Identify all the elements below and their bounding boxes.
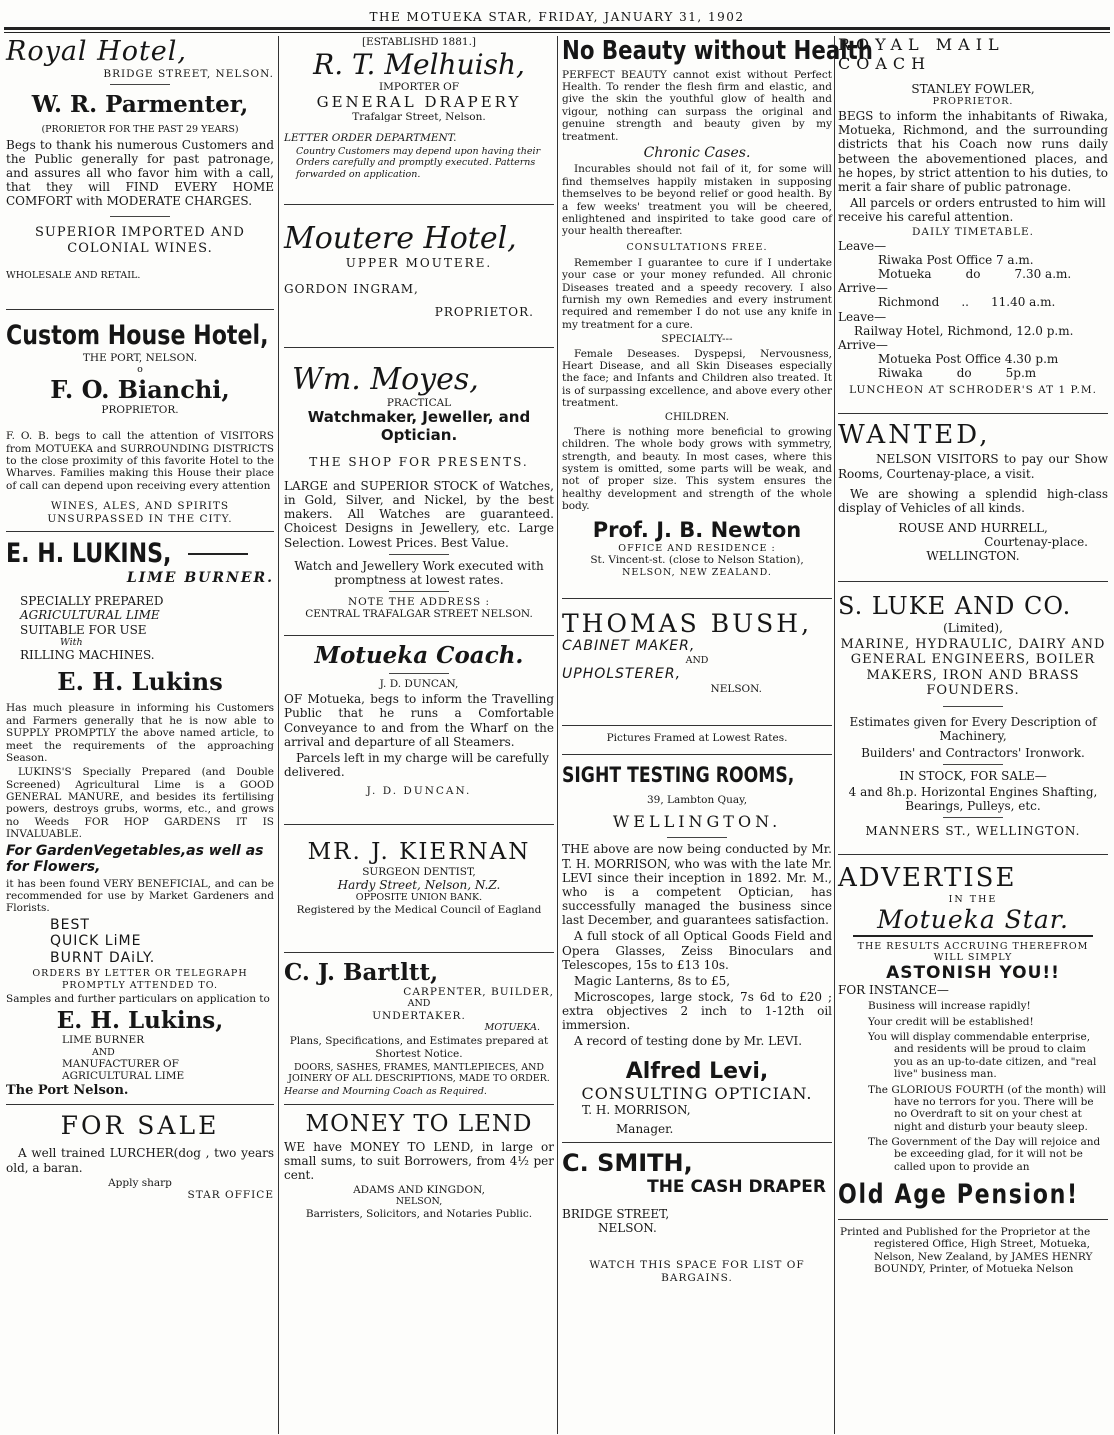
ad-title: Motueka Coach.	[314, 641, 524, 669]
body-text: We are showing a splendid high-class display of Vehicles of all kinds.	[838, 486, 1108, 515]
body-text: Remember I guarantee to cure if I undertake your case or your money refunded. All chronic Diseases treated and a speedy recovery. I also furnish my own Remedies and every instrument required and remember I do not use any knife in my treatment for a cure.	[562, 256, 832, 331]
apply-text: Apply sharp	[108, 1176, 172, 1189]
line: THE RESULTS ACCRUING THEREFROM	[857, 940, 1089, 952]
highlight: For GardenVegetables,as well as for Flowers,	[6, 842, 264, 876]
subheading: DAILY TIMETABLE.	[912, 226, 1034, 239]
line: NOTE THE ADDRESS :	[347, 596, 491, 609]
ad-title: ADVERTISE	[838, 863, 1017, 894]
ad-title: C. J. Bartltt,	[284, 958, 439, 986]
body-text: A full stock of all Optical Goods Field and Opera Glasses, Zeiss Binoculars and Telescopes, 15s to £13 10s.	[562, 929, 832, 972]
line: WELLINGTON.	[612, 811, 782, 831]
ad-title: Custom House Hotel,	[6, 320, 269, 352]
list-item: Business will increase rapidly!	[868, 1000, 1031, 1013]
line: Riwaka Post Office 7 a.m.	[878, 252, 1034, 267]
divider	[562, 754, 832, 755]
proprietor-name: Prof. J. B. Newton	[592, 518, 802, 543]
signature: J. D. DUNCAN.	[366, 785, 472, 798]
masthead	[0, 0, 1114, 30]
line: THE SHOP FOR PRESENTS.	[309, 454, 529, 469]
divider	[562, 598, 832, 599]
body-text: NELSON VISITORS to pay our Show Rooms, Courtenay-place, a visit.	[838, 452, 1108, 481]
line: LETTER ORDER DEPARTMENT.	[284, 131, 457, 144]
ad-moutere-hotel	[284, 221, 554, 319]
divider	[389, 554, 449, 555]
line: NELSON.	[598, 1221, 657, 1236]
proprietor-name: Alfred Levi,	[625, 1058, 769, 1084]
ornament: o	[137, 364, 143, 376]
divider	[284, 347, 554, 348]
line: SUITABLE FOR USE	[20, 622, 147, 637]
body-text: Estimates given for Every Description of Machinery,	[849, 715, 1097, 744]
line: UPPER MOUTERE.	[345, 256, 493, 271]
line: AGRICULTURAL LIME	[20, 608, 160, 623]
proprietor-label: PROPRIETOR.	[101, 403, 179, 416]
body-text: OF Motueka, begs to inform the Travelling Public that he runs a Comfortable Conveyance to and from the Wharf on the arrival and departure of all Steamers.	[284, 692, 554, 749]
orders-text: ORDERS BY LETTER OR TELEGRAPH PROMPTLY ATTENDED TO.	[32, 968, 248, 991]
ad-kiernan	[284, 839, 554, 916]
address: 39, Lambton Quay,	[646, 794, 748, 807]
trade: CABINET MAKER,	[562, 638, 696, 655]
line: BURNT DAiLY.	[50, 949, 156, 966]
line: LUNCHEON AT SCHRODER'S AT 1 P.M.	[849, 384, 1097, 397]
established: [ESTABLISHD 1881.]	[361, 36, 477, 48]
body-text: it has been found VERY BENEFICIAL, and can be recommended for use by Market Gardeners and Florists.	[6, 877, 274, 915]
flourish	[188, 553, 248, 555]
body-text: Plans, Specifications, and Estimates prepared at Shortest Notice.	[289, 1035, 549, 1060]
body-text: Female Deseases. Dyspepsi, Nervousness, Heart Disease, and all Skin Diseases especially the face; and Infants and Children also treated. It is of surpassing excellence, and above every other treatment.	[562, 347, 832, 410]
proprietor-name: J. D. DUNCAN,	[379, 677, 459, 690]
line: T. H. MORRISON,	[582, 1103, 691, 1118]
body-text: THE above are now being conducted by Mr. T. H. MORRISON, who was with the late Mr. LEVI since their inception in 1892. Mr. M., who is a competent Optician, has successfully managed the business since last December, and guarantees satisfaction.	[562, 842, 832, 928]
body-text: WATCH THIS SPACE FOR LIST OF BARGAINS.	[589, 1259, 805, 1284]
firm-name: ROUSE AND HURRELL,	[898, 520, 1048, 535]
divider	[943, 817, 1003, 818]
ad-royal-mail-coach	[838, 36, 1108, 397]
body-text: Pictures Framed at Lowest Rates.	[606, 732, 788, 745]
trade: Barristers, Solicitors, and Notaries Public.	[305, 1207, 533, 1220]
body-text: BEGS to inform the inhabitants of Riwaka, Motueka, Richmond, and the surrounding districts that his Coach now runs daily between the abovementioned places, and he hopes, by strict attention to his duties, to merit a fair share of public patronage.	[838, 109, 1108, 194]
newspaper-name: Motueka Star.	[877, 905, 1069, 935]
trade: Watchmaker, Jeweller, and Optician.	[307, 408, 531, 445]
address: BRIDGE STREET,	[562, 1207, 670, 1222]
line: MOTUEKA.	[484, 1021, 540, 1033]
divider	[389, 591, 449, 592]
trade: UPHOLSTERER,	[562, 666, 682, 683]
line: FOR INSTANCE—	[838, 983, 949, 998]
address: MANNERS ST., WELLINGTON.	[865, 824, 1081, 839]
divider	[838, 1219, 1108, 1220]
wholesale-text: WHOLESALE AND RETAIL.	[6, 270, 141, 281]
body-text: Parcels left in my charge will be carefully delivered.	[284, 750, 549, 780]
trade: CARPENTER, BUILDER,	[403, 986, 554, 998]
body-text: WE have MONEY TO LEND, in large or small sums, to suit Borrowers, from 4½ per cent.	[284, 1139, 554, 1182]
divider	[6, 309, 274, 310]
trade: LIME BURNER.	[126, 569, 274, 586]
wines-text: SUPERIOR IMPORTED AND COLONIAL WINES.	[35, 225, 245, 256]
column-4	[838, 36, 1108, 1432]
ad-title: R. T. Melhuish,	[313, 48, 525, 82]
line: UNDERTAKER.	[372, 1009, 466, 1022]
divider	[284, 824, 554, 825]
line: IMPORTER OF	[378, 81, 460, 94]
divider	[284, 635, 554, 636]
ad-title: THOMAS BUSH,	[562, 608, 813, 638]
line: NELSON,	[395, 1196, 443, 1208]
ad-custom-house-hotel	[6, 320, 274, 525]
line: Arrive—	[838, 337, 888, 352]
ad-royal-hotel	[6, 36, 274, 281]
divider	[943, 706, 1003, 707]
body-text: F. O. B. begs to call the attention of VISITORS from MOTUEKA and SURROUNDING DISTRICTS to the close proximity of this favorite Hotel to the Wharves. Families making this House their place of call can depend upon receiving every attention	[6, 430, 274, 492]
ad-title: FOR SALE	[60, 1110, 220, 1140]
ad-title: No Beauty without Health	[562, 36, 873, 66]
divider	[110, 84, 170, 85]
body-text: Incurables should not fail of it, for some will find themselves happily mistaken in supposing themselves to be beyond relief or good health. By a few weeks' treatment you will be cheered, enlightened and inspirited to take good care of your health thereafter.	[562, 163, 832, 238]
ad-s-luke	[838, 592, 1108, 838]
proprietor-name: W. R. Parmenter,	[31, 91, 249, 119]
line: OFFICE AND RESIDENCE :	[618, 543, 776, 555]
list-item: Your credit will be established!	[868, 1015, 1034, 1028]
ad-title: E. H. LUKINS,	[6, 537, 172, 569]
divider	[943, 764, 1003, 765]
list-item: The Government of the Day will rejoice and be exceeding glad, for it will not be called upon to provide an	[868, 1136, 1101, 1173]
headline: ASTONISH YOU!!	[886, 963, 1060, 984]
body-text: Has much pleasure in informing his Customers and Farmers generally that he is now able to SUPPLY PROMPTLY the above named article, to meet the requirements of the approaching Season.	[6, 702, 274, 764]
proprietor-name: E. H. Lukins,	[56, 1007, 224, 1035]
ad-title: MONEY TO LEND	[305, 1110, 533, 1137]
masthead-rule	[4, 27, 1110, 33]
column-rule	[278, 36, 279, 1434]
line: SURGEON DENTIST,	[362, 865, 476, 878]
masthead-title: THE MOTUEKA STAR, FRIDAY, JANUARY 31, 1902	[369, 10, 745, 24]
column-rule	[834, 36, 835, 1434]
divider	[284, 1104, 554, 1105]
firm-name: ADAMS AND KINGDON,	[353, 1184, 485, 1197]
list-item: You will display commendable enterprise, and residents will be proud to claim you as an up-to-date citizen, and "real live" business man.	[868, 1031, 1097, 1081]
subtitle: (PRORIETOR FOR THE PAST 29 YEARS)	[41, 124, 239, 136]
line: WELLINGTON.	[926, 549, 1020, 564]
body-text: Begs to thank his numerous Customers and the Public generally for past patronage, and assures all who favor him with a call, that they will FIND EVERY HOME COMFORT with MODERATE CHARGES.	[6, 137, 274, 209]
ad-title: ROYAL MAIL COACH	[838, 35, 1005, 73]
office-text: STAR OFFICE	[187, 1189, 274, 1202]
line: IN THE	[948, 893, 998, 905]
line: Registered by the Medical Council of Eagland	[296, 903, 542, 916]
line: Richmond	[878, 295, 940, 310]
line: AND	[407, 998, 431, 1010]
address: CENTRAL TRAFALGAR STREET NELSON.	[305, 608, 533, 621]
line: IN STOCK, FOR SALE—	[899, 768, 1047, 783]
ad-sight-testing	[562, 763, 832, 1135]
line: PRACTICAL	[386, 397, 452, 410]
divider	[562, 1142, 832, 1143]
line: AND	[92, 1046, 115, 1058]
body-text: LUKINS'S Specially Prepared (and Double Screened) Agricultural Lime is a GOOD GENERAL MANURE, and besides its fertilising powers, destroys grubs, worms, etc., and grows no Weeds FOR HOP GARDENS IT IS INVALUABLE.	[6, 766, 274, 841]
body-text: Samples and further particulars on application to	[6, 992, 270, 1005]
subheading: Chronic Cases.	[643, 144, 751, 161]
line: GENERAL DRAPERY	[316, 92, 522, 111]
line: NELSON, NEW ZEALAND.	[622, 566, 772, 578]
line: OPPOSITE UNION BANK.	[355, 892, 483, 904]
ad-motueka-coach	[284, 642, 554, 798]
address: Hardy Street, Nelson, N.Z.	[337, 878, 501, 893]
body-text: There is nothing more beneficial to growing children. The whole body grows with symmetry, strength, and beauty. In most cases, where this system is omitted, some parts will be weak, and not of proper size. This system ensures the healthy development and strength of the whole body.	[562, 425, 832, 513]
line: RILLING MACHINES.	[20, 648, 155, 662]
address: St. Vincent-st. (close to Nelson Station),	[590, 554, 804, 567]
divider	[838, 413, 1108, 414]
divider	[6, 531, 274, 532]
body-text: Builders' and Contractors' Ironwork.	[861, 745, 1085, 760]
line: AGRICULTURAL LIME	[62, 1070, 185, 1083]
line: Riwaka	[878, 366, 923, 381]
proprietor-name: STANLEY FOWLER,	[911, 81, 1035, 96]
subtitle: THE CASH DRAPER	[647, 1177, 826, 1198]
line: Railway Hotel, Richmond, 12.0 p.m.	[854, 323, 1074, 338]
line: Motueka	[878, 267, 932, 282]
ad-title: Moutere Hotel,	[284, 220, 517, 256]
ad-title: C. SMITH,	[562, 1148, 693, 1177]
line: Motueka Post Office 4.30 p.m	[878, 351, 1059, 366]
line: 11.40 a.m.	[990, 295, 1056, 310]
proprietor-name: F. O. Bianchi,	[50, 374, 230, 404]
ad-for-sale	[6, 1111, 274, 1202]
line: SPECIALLY PREPARED	[20, 594, 164, 609]
line: Leave—	[838, 238, 887, 253]
proprietor-label: PROPRIETOR.	[932, 95, 1014, 107]
body-text: Magic Lanterns, 8s to £5,	[574, 973, 731, 988]
divider	[838, 854, 1108, 855]
divider	[6, 1104, 274, 1105]
body-text: DOORS, SASHES, FRAMES, MANTLEPIECES, AND JOINERY OF ALL DESCRIPTIONS, MADE TO ORDER.	[288, 1061, 550, 1085]
ad-title: Wm. Moyes,	[292, 361, 479, 397]
ad-advertise	[838, 863, 1108, 1211]
address: The Port Nelson.	[6, 1082, 129, 1098]
line: ..	[961, 295, 969, 310]
body-text: Watch and Jewellery Work executed with promptness at lowest rates.	[294, 558, 544, 587]
line: With	[60, 636, 83, 648]
ad-title: WANTED,	[838, 419, 991, 450]
trade: CONSULTING OPTICIAN.	[581, 1083, 813, 1103]
divider	[389, 673, 449, 674]
divider	[667, 837, 727, 838]
ad-title: Royal Hotel,	[6, 36, 188, 67]
list-item: The GLORIOUS FOURTH (of the month) will have no terrors for you. There will be no Overdraft to sit on your chest at night and disturb your beauty sleep.	[868, 1083, 1106, 1133]
ad-bartlett	[284, 959, 554, 1098]
address: Trafalgar Street, Nelson.	[352, 111, 486, 124]
divider	[853, 935, 1093, 937]
body-text: All parcels or orders entrusted to him will receive his careful attention.	[838, 196, 1106, 225]
ad-money-to-lend	[284, 1111, 554, 1221]
address: THE PORT, NELSON.	[82, 352, 198, 365]
body-text: 4 and 8h.p. Horizontal Engines Shafting, Bearings, Pulleys, etc.	[848, 784, 1098, 813]
ad-melhuish	[284, 36, 554, 180]
line: (Limited),	[943, 620, 1003, 635]
divider	[110, 216, 170, 217]
line: do	[956, 366, 972, 381]
divider	[284, 952, 554, 953]
proprietor-label: PROPRIETOR.	[434, 304, 534, 319]
address: Courtenay-place.	[984, 535, 1088, 550]
ad-title: MR. J. KIERNAN	[307, 838, 531, 865]
subheading: CHILDREN.	[664, 411, 730, 424]
column-2	[284, 36, 554, 1432]
column-1	[6, 36, 274, 1432]
address: BRIDGE STREET, NELSON.	[103, 67, 274, 80]
divider	[562, 725, 832, 726]
body-text: Hearse and Mourning Coach as Required.	[284, 1086, 487, 1098]
line: WILL SIMPLY	[933, 951, 1013, 963]
line: QUICK LiME	[50, 933, 142, 950]
body-text: LARGE and SUPERIOR STOCK of Watches, in Gold, Silver, and Nickel, by the best makers. All Watches are guaranteed. Choicest Designs in Jewellery, etc. Large Selection. Lowest Prices. Best Value.	[284, 478, 554, 550]
body-text: A record of testing done by Mr. LEVI.	[574, 1034, 803, 1049]
ad-title: S. LUKE AND CO.	[838, 592, 1072, 621]
ad-moyes	[284, 362, 554, 621]
ad-thomas-bush	[562, 609, 832, 744]
body-text: PERFECT BEAUTY cannot exist without Perfect Health. To render the flesh firm and elastic, and give the skin the youthful glow of health and vigour, nothing can surpass the original and genuine strength and beauty given by my treatment.	[562, 68, 832, 143]
line: 5p.m	[1005, 366, 1037, 381]
divider	[838, 581, 1108, 582]
line: Arrive—	[838, 281, 888, 296]
ad-title: SIGHT TESTING ROOMS,	[562, 763, 795, 788]
proprietor-name: GORDON INGRAM,	[284, 282, 419, 297]
line: BEST	[50, 916, 90, 933]
headline: Old Age Pension!	[838, 1179, 1079, 1211]
line: 7.30 a.m.	[1014, 267, 1072, 282]
line: Manager.	[616, 1121, 674, 1136]
imprint: Printed and Published for the Proprietor at the registered Office, High Street, Motueka, Nelson, New Zealand, by JAMES HENRY BOUNDY, Printer, of Motueka Nelson	[840, 1226, 1093, 1276]
ad-c-smith	[562, 1149, 832, 1284]
line: NELSON.	[710, 682, 762, 695]
ad-lukins	[6, 538, 274, 1098]
line: Leave—	[838, 309, 887, 324]
proprietor-name: E. H. Lukins	[57, 667, 223, 697]
subheading: CONSULTATIONS FREE.	[626, 241, 768, 253]
body-text: MARINE, HYDRAULIC, DAIRY AND GENERAL ENGINEERS, BOILER MAKERS, IRON AND BRASS FOUNDERS.	[840, 636, 1106, 698]
line: MANUFACTURER OF	[62, 1057, 179, 1070]
body-text: A well trained LURCHER(dog , two years old, a baran.	[6, 1146, 274, 1175]
body-text: Microscopes, large stock, 7s 6d to £20 ; extra objectives 2 inch to 1-12th oil immersion.	[562, 990, 832, 1033]
subheading: SPECIALTY---	[661, 333, 733, 346]
wines-text: WINES, ALES, AND SPIRITS UNSURPASSED IN THE CITY.	[47, 500, 233, 525]
ad-wanted	[838, 420, 1108, 564]
line: do	[965, 267, 981, 282]
line: AND	[685, 654, 709, 666]
column-rule	[557, 36, 558, 1434]
line: LIME BURNER	[62, 1034, 145, 1047]
divider	[284, 204, 554, 205]
body-text: Country Customers may depend upon having their Orders carefully and promptly executed. Patterns forwarded on application.	[296, 146, 541, 180]
